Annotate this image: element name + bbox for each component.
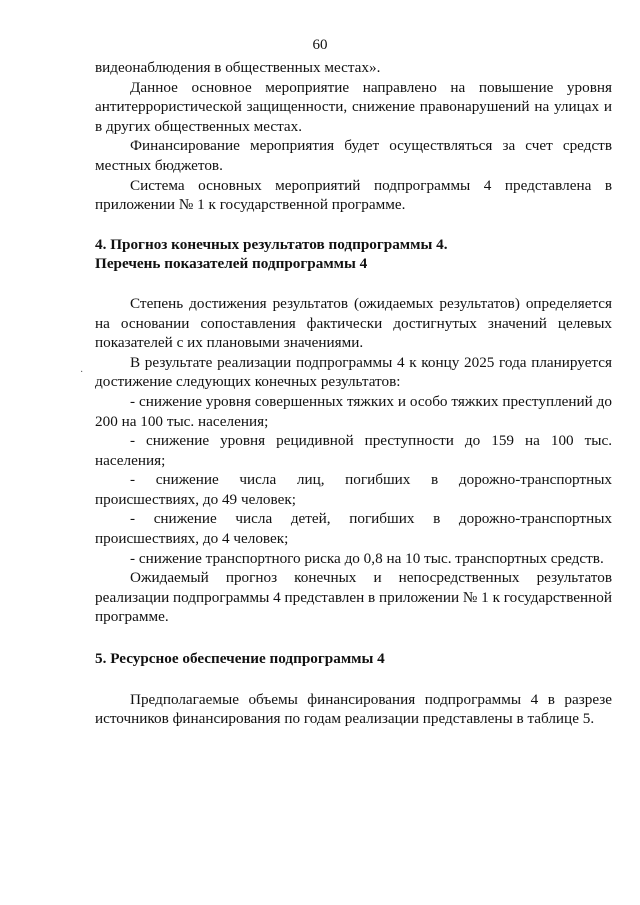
paragraph-measure-purpose: Данное основное мероприятие направлено на повышение уровня антитеррористической защищенности, снижение правонарушений на улицах и в других общественных местах. bbox=[95, 78, 612, 135]
page-number: 60 bbox=[312, 37, 328, 53]
margin-mark: · bbox=[80, 367, 84, 378]
paragraph-results-intro: В результате реализации подпрограммы 4 к концу 2025 года планируется достижение следующих конечных результатов: bbox=[95, 353, 612, 391]
paragraph-measures-system: Система основных мероприятий подпрограммы 4 представлена в приложении № 1 к государственной программе. bbox=[95, 176, 612, 214]
paragraph-financing: Финансирование мероприятия будет осуществляться за счет средств местных бюджетов. bbox=[95, 137, 612, 174]
paragraph-financing-volumes: Предполагаемые объемы финансирования подпрограммы 4 в разрезе источников финансирования по годам реализации представлены в таблице 5. bbox=[95, 690, 612, 728]
paragraph-results-degree: Степень достижения результатов (ожидаемых результатов) определяется на основании сопоставления фактически достигнутых значений целевых показателей с их плановыми значениями. bbox=[95, 294, 612, 352]
paragraph-expected-forecast: Ожидаемый прогноз конечных и непосредственных результатов реализации подпрограммы 4 представлен в приложении № 1 к государственной программе. bbox=[95, 569, 612, 626]
section-4-heading bbox=[95, 235, 612, 274]
section-4-heading-line-1: 4. Прогноз конечных результатов подпрограммы 4. bbox=[95, 235, 448, 253]
list-item-recidivism: - снижение уровня рецидивной преступности до 159 на 100 тыс. населения; bbox=[95, 432, 612, 469]
paragraph-continuation: видеонаблюдения в общественных местах». bbox=[95, 59, 381, 76]
list-item-serious-crimes: - снижение уровня совершенных тяжких и особо тяжких преступлений до 200 на 100 тыс. населения; bbox=[95, 392, 612, 430]
list-item-transport-risk: - снижение транспортного риска до 0,8 на 10 тыс. транспортных средств. bbox=[130, 549, 604, 567]
list-item-child-road-deaths: - снижение числа детей, погибших в дорожно-транспортных происшествиях, до 4 человек; bbox=[95, 510, 612, 548]
list-item-road-deaths: - снижение числа лиц, погибших в дорожно-транспортных происшествиях, до 49 человек; bbox=[95, 471, 612, 508]
section-5-heading: 5. Ресурсное обеспечение подпрограммы 4 bbox=[95, 650, 385, 668]
section-4-heading-line-2: Перечень показателей подпрограммы 4 bbox=[95, 255, 368, 273]
page-content bbox=[95, 58, 612, 729]
section-5-heading-block bbox=[95, 649, 612, 669]
